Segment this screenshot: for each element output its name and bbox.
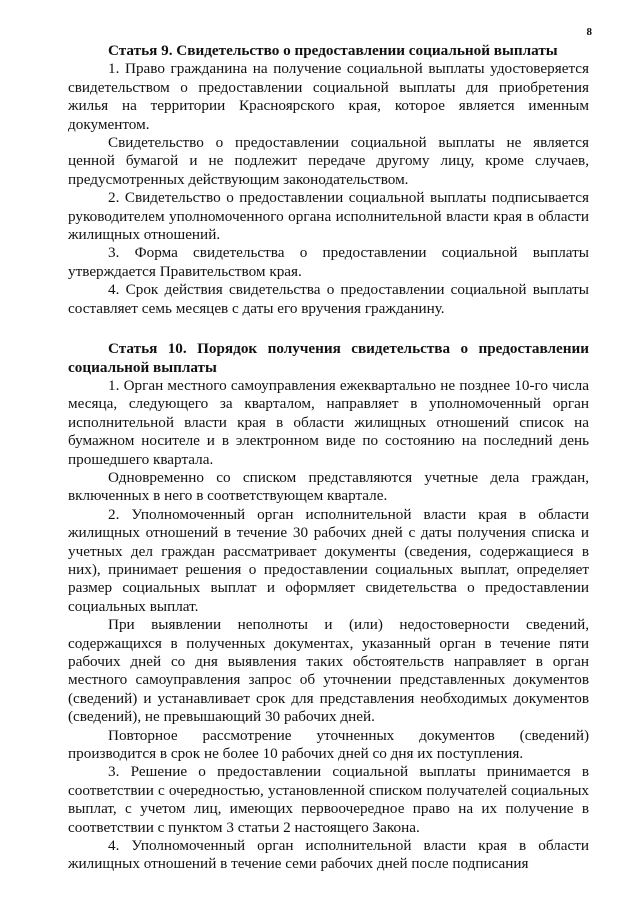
paragraph: Свидетельство о предоставлении социальной выплаты не является ценной бумагой и не подлежит передаче другому лицу, кроме случаев, предусмотренных действующим законодательством. bbox=[68, 134, 589, 188]
article-10 bbox=[68, 340, 589, 874]
paragraph: 1. Орган местного самоуправления ежеквартально не позднее 10-го числа месяца, следующего за кварталом, направляет в уполномоченный орган исполнительной власти края в области жилищных отношений список на бумажном носителе и в электронном виде по состоянию на последний день прошедшего квартала. bbox=[68, 376, 589, 468]
paragraph: Одновременно со списком представляются учетные дела граждан, включенных в него в соответствующем квартале. bbox=[68, 468, 589, 505]
paragraph: 3. Решение о предоставлении социальной выплаты принимается в соответствии с очередностью, установленной списком получателей социальных выплат, с учетом лиц, имеющих первоочередное право на их получение в соответствии с пунктом 3 статьи 2 настоящего Закона. bbox=[68, 763, 589, 836]
paragraph: При выявлении неполноты и (или) недостоверности сведений, содержащихся в полученных документах, указанный орган в течение пяти рабочих дней со дня выявления таких обстоятельств направляет в орган местного самоуправления запрос об уточнении представленных документов (сведений) и устанавливает срок для представления необходимых документов (сведений), не превышающий 30 рабочих дней. bbox=[68, 616, 589, 726]
paragraph: 4. Уполномоченный орган исполнительной власти края в области жилищных отношений в течение семи рабочих дней после подписания bbox=[68, 837, 589, 873]
article-title: Статья 10. Порядок получения свидетельства о предоставлении социальной выплаты bbox=[68, 340, 589, 376]
page-number: 8 bbox=[586, 26, 592, 38]
paragraph: Повторное рассмотрение уточненных документов (сведений) производится в срок не более 10 рабочих дней со дня их поступления. bbox=[68, 726, 589, 763]
paragraph: 2. Уполномоченный орган исполнительной власти края в области жилищных отношений в течение 30 рабочих дней с даты получения списка и учетных дел граждан рассматривает документы (сведения, содержащиеся в них), принимает решения о предоставлении социальных выплат, определяет размер социальных выплат и оформляет свидетельства о предоставлении социальных выплат. bbox=[68, 505, 589, 615]
paragraph: 3. Форма свидетельства о предоставлении социальной выплаты утверждается Правительством края. bbox=[68, 244, 589, 280]
paragraph: 2. Свидетельство о предоставлении социальной выплаты подписывается руководителем уполномоченного органа исполнительной власти края в области жилищных отношений. bbox=[68, 189, 589, 244]
article-title: Статья 9. Свидетельство о предоставлении социальной выплаты bbox=[108, 42, 558, 59]
article-9 bbox=[68, 42, 589, 318]
paragraph: 4. Срок действия свидетельства о предоставлении социальной выплаты составляет семь месяцев с даты его вручения гражданину. bbox=[68, 281, 589, 317]
paragraph: 1. Право гражданина на получение социальной выплаты удостоверяется свидетельством о предоставлении социальной выплаты для приобретения жилья на территории Красноярского края, которое является именным документом. bbox=[68, 60, 589, 133]
document-body bbox=[68, 42, 589, 874]
